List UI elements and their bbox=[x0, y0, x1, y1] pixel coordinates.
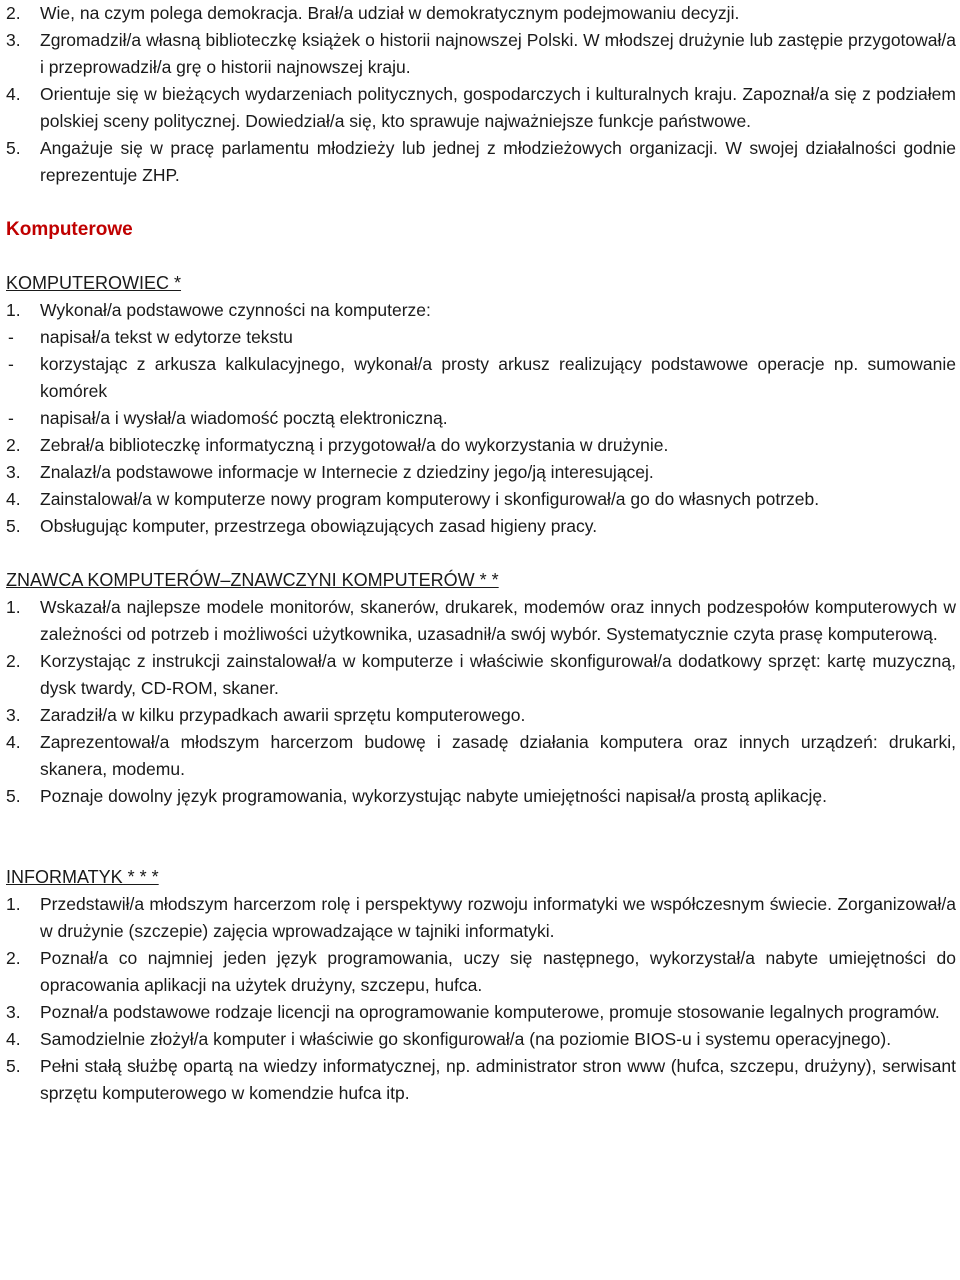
section-title: Komputerowe bbox=[6, 219, 133, 240]
item-text: Poznaje dowolny język programowania, wykorzystując nabyte umiejętności napisał/a prostą aplikację. bbox=[40, 786, 827, 806]
item-number: 5. bbox=[6, 1056, 21, 1076]
spacer bbox=[6, 810, 956, 864]
item-number: 4. bbox=[6, 732, 21, 752]
dash-marker: - bbox=[8, 327, 14, 347]
item-text: Zgromadził/a własną biblioteczkę książek o historii najnowszej Polski. W młodszej drużynie lub zastępie przygotował/a i przeprowadził/a grę o historii najnowszej kraju. bbox=[40, 30, 956, 77]
item-text: Znalazł/a podstawowe informacje w Internecie z dziedziny jego/ją interesującej. bbox=[40, 462, 654, 482]
list-item bbox=[6, 459, 956, 486]
list-item bbox=[6, 594, 956, 648]
item-number: 1. bbox=[6, 894, 21, 914]
badge-title-komputerowiec: KOMPUTEROWIEC * bbox=[6, 273, 182, 293]
dash-marker: - bbox=[8, 354, 14, 374]
item-text: Wskazał/a najlepsze modele monitorów, skanerów, drukarek, modemów oraz innych podzespołów komputerowych w zależności od potrzeb i możliwości użytkownika, uzasadnił/a swój wybór. Systematycznie czyta prasę komputerową. bbox=[40, 597, 956, 644]
list-item bbox=[6, 81, 956, 135]
badge-title-informatyk: INFORMATYK * * * bbox=[6, 867, 159, 887]
item-number: 2. bbox=[6, 435, 21, 455]
item-number: 3. bbox=[6, 1002, 21, 1022]
item-text: Korzystając z instrukcji zainstalował/a w komputerze i właściwie skonfigurował/a dodatkowy sprzęt: kartę muzyczną, dysk twardy, CD-ROM, skaner. bbox=[40, 651, 956, 698]
list-item bbox=[6, 729, 956, 783]
item-text: napisał/a i wysłał/a wiadomość pocztą elektroniczną. bbox=[40, 408, 448, 428]
dash-item bbox=[6, 351, 956, 405]
item-text: korzystając z arkusza kalkulacyjnego, wykonał/a prosty arkusz realizujący podstawowe operacje np. sumowanie komórek bbox=[40, 354, 956, 401]
item-number: 1. bbox=[6, 597, 21, 617]
item-text: Zebrał/a biblioteczkę informatyczną i przygotował/a do wykorzystania w drużynie. bbox=[40, 435, 669, 455]
item-text: Pełni stałą służbę opartą na wiedzy informatycznej, np. administrator stron www (hufca, szczepu, drużyny), serwisant sprzętu komputerowego w komendzie hufca itp. bbox=[40, 1056, 956, 1103]
item-number: 4. bbox=[6, 489, 21, 509]
list-item bbox=[6, 27, 956, 81]
item-text: Poznał/a co najmniej jeden język programowania, uczy się następnego, wykorzystał/a nabyte umiejętności do opracowania aplikacji na użytek drużyny, szczepu, hufca. bbox=[40, 948, 956, 995]
item-number: 5. bbox=[6, 786, 21, 806]
item-text: napisał/a tekst w edytorze tekstu bbox=[40, 327, 293, 347]
spacer bbox=[6, 189, 956, 216]
item-number: 3. bbox=[6, 705, 21, 725]
item-number: 3. bbox=[6, 30, 21, 50]
item-number: 2. bbox=[6, 651, 21, 671]
badge-title-znawca: ZNAWCA KOMPUTERÓW–ZNAWCZYNI KOMPUTERÓW * * bbox=[6, 570, 499, 590]
item-text: Orientuje się w bieżących wydarzeniach politycznych, gospodarczych i kulturalnych kraju. Zapoznał/a się z podziałem polskiej sceny politycznej. Dowiedział/a się, kto sprawuje najważniejsze funkcje państwowe. bbox=[40, 84, 956, 131]
item-text: Przedstawił/a młodszym harcerzom rolę i perspektywy rozwoju informatyki we współczesnym świecie. Zorganizował/a w drużynie (szczepie) zajęcia wprowadzające w tajniki informatyki. bbox=[40, 894, 956, 941]
list-item bbox=[6, 1053, 956, 1107]
item-text: Wykonał/a podstawowe czynności na komputerze: bbox=[40, 300, 431, 320]
item-text: Angażuje się w pracę parlamentu młodzieży lub jednej z młodzieżowych organizacji. W swojej działalności godnie reprezentuje ZHP. bbox=[40, 138, 956, 185]
dash-item bbox=[6, 324, 956, 351]
list-item bbox=[6, 945, 956, 999]
top-list bbox=[6, 0, 956, 189]
spacer bbox=[6, 540, 956, 567]
item-text: Zainstalował/a w komputerze nowy program komputerowy i skonfigurował/a go do własnych potrzeb. bbox=[40, 489, 820, 509]
item-text: Zaprezentował/a młodszym harcerzom budowę i zasadę działania komputera oraz innych urządzeń: drukarki, skanera, modemu. bbox=[40, 732, 956, 779]
list-item bbox=[6, 432, 956, 459]
list-item bbox=[6, 135, 956, 189]
item-text: Zaradził/a w kilku przypadkach awarii sprzętu komputerowego. bbox=[40, 705, 526, 725]
list-item bbox=[6, 486, 956, 513]
list-item bbox=[6, 0, 956, 27]
item-number: 4. bbox=[6, 1029, 21, 1049]
item-number: 2. bbox=[6, 3, 21, 23]
list-item bbox=[6, 999, 956, 1026]
dash-item bbox=[6, 405, 956, 432]
item-number: 1. bbox=[6, 300, 21, 320]
list-item bbox=[6, 783, 956, 810]
informatyk-list bbox=[6, 891, 956, 1107]
item-number: 2. bbox=[6, 948, 21, 968]
item-number: 4. bbox=[6, 84, 21, 104]
komputerowiec-list bbox=[6, 297, 956, 540]
list-item bbox=[6, 297, 956, 324]
list-item bbox=[6, 702, 956, 729]
znawca-list bbox=[6, 594, 956, 810]
item-number: 5. bbox=[6, 138, 21, 158]
item-number: 5. bbox=[6, 516, 21, 536]
list-item bbox=[6, 1026, 956, 1053]
item-text: Wie, na czym polega demokracja. Brał/a udział w demokratycznym podejmowaniu decyzji. bbox=[40, 3, 740, 23]
item-text: Samodzielnie złożył/a komputer i właściwie go skonfigurował/a (na poziomie BIOS-u i systemu operacyjnego). bbox=[40, 1029, 892, 1049]
list-item bbox=[6, 648, 956, 702]
item-text: Obsługując komputer, przestrzega obowiązujących zasad higieny pracy. bbox=[40, 516, 598, 536]
spacer bbox=[6, 243, 956, 270]
item-number: 3. bbox=[6, 462, 21, 482]
dash-marker: - bbox=[8, 408, 14, 428]
item-text: Poznał/a podstawowe rodzaje licencji na oprogramowanie komputerowe, promuje stosowanie legalnych programów. bbox=[40, 1002, 940, 1022]
list-item bbox=[6, 891, 956, 945]
list-item bbox=[6, 513, 956, 540]
